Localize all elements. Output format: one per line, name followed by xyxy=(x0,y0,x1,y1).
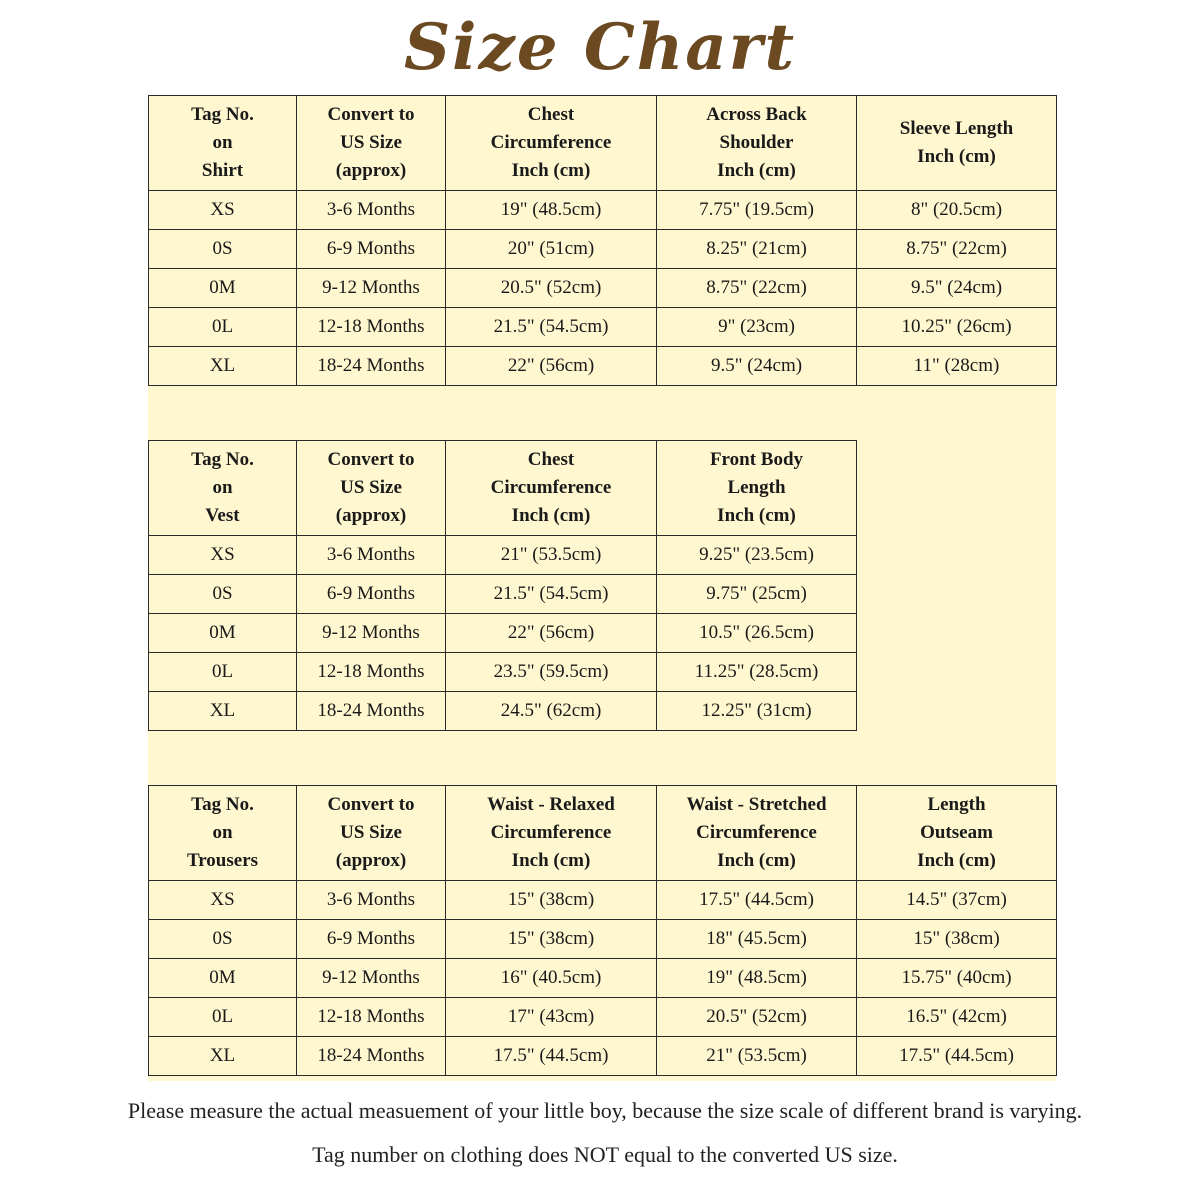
table-cell: 9.75" (25cm) xyxy=(657,575,857,614)
table-cell: 21.5" (54.5cm) xyxy=(446,575,657,614)
header-line: Circumference xyxy=(490,132,612,153)
table-cell: 22" (56cm) xyxy=(446,347,657,386)
table-cell: 10.5" (26.5cm) xyxy=(657,614,857,653)
table-cell: 21.5" (54.5cm) xyxy=(446,308,657,347)
vest-header-row xyxy=(149,441,857,536)
table-cell: 23.5" (59.5cm) xyxy=(446,653,657,692)
table-cell: 20.5" (52cm) xyxy=(446,269,657,308)
table-cell: 8" (20.5cm) xyxy=(857,191,1057,230)
table-row xyxy=(149,881,1057,920)
table-cell: 20.5" (52cm) xyxy=(657,998,857,1037)
table-cell: 9.5" (24cm) xyxy=(857,269,1057,308)
header-line: on xyxy=(212,132,233,153)
column-header xyxy=(149,96,297,191)
column-header xyxy=(857,786,1057,881)
table-row xyxy=(149,653,857,692)
table-cell: 0M xyxy=(149,959,297,998)
table-cell: 8.75" (22cm) xyxy=(657,269,857,308)
table-cell: 12-18 Months xyxy=(297,653,446,692)
measure-note: Please measure the actual measuement of your little boy, because the size scale of different brand is varying. xyxy=(127,1098,1083,1123)
table-row xyxy=(149,1037,1057,1076)
table-row xyxy=(149,230,1057,269)
table-cell: XS xyxy=(149,881,297,920)
header-line: (approx) xyxy=(335,850,407,871)
table-cell: 0M xyxy=(149,269,297,308)
header-line: Across Back xyxy=(706,104,807,125)
header-line: Outseam xyxy=(920,822,993,843)
table-cell: XS xyxy=(149,191,297,230)
table-cell: 18" (45.5cm) xyxy=(657,920,857,959)
table-row xyxy=(149,614,857,653)
table-cell: 6-9 Months xyxy=(297,575,446,614)
column-header xyxy=(297,96,446,191)
table-row xyxy=(149,308,1057,347)
table-cell: 11" (28cm) xyxy=(857,347,1057,386)
table-cell: 0L xyxy=(149,653,297,692)
header-line: US Size xyxy=(340,132,402,153)
header-line: Inch (cm) xyxy=(511,505,591,526)
table-cell: 18-24 Months xyxy=(297,692,446,731)
table-cell: 15.75" (40cm) xyxy=(857,959,1057,998)
header-line: Shoulder xyxy=(719,132,794,153)
column-header xyxy=(149,441,297,536)
header-line: Convert to xyxy=(327,449,415,470)
column-header xyxy=(446,441,657,536)
table-cell: 7.75" (19.5cm) xyxy=(657,191,857,230)
header-line: Tag No. xyxy=(191,449,254,470)
table-cell: 12-18 Months xyxy=(297,998,446,1037)
table-cell: 11.25" (28.5cm) xyxy=(657,653,857,692)
header-line: Inch (cm) xyxy=(717,850,796,871)
column-header xyxy=(297,441,446,536)
shirt-size-table xyxy=(148,95,1057,386)
header-line: Chest xyxy=(527,449,575,470)
header-line: Inch (cm) xyxy=(511,850,591,871)
header-line: Inch (cm) xyxy=(717,160,796,181)
header-line: Circumference xyxy=(490,822,612,843)
table-cell: 17" (43cm) xyxy=(446,998,657,1037)
table-cell: 10.25" (26cm) xyxy=(857,308,1057,347)
table-cell: 16.5" (42cm) xyxy=(857,998,1057,1037)
table-cell: 15" (38cm) xyxy=(857,920,1057,959)
table-cell: 0M xyxy=(149,614,297,653)
header-line: Inch (cm) xyxy=(917,146,996,167)
table-cell: 3-6 Months xyxy=(297,536,446,575)
table-cell: 19" (48.5cm) xyxy=(657,959,857,998)
table-row xyxy=(149,920,1057,959)
table-cell: XL xyxy=(149,347,297,386)
header-line: Inch (cm) xyxy=(511,160,591,181)
table-cell: 9-12 Months xyxy=(297,614,446,653)
table-row xyxy=(149,191,1057,230)
column-header xyxy=(446,96,657,191)
column-header xyxy=(857,96,1057,191)
header-line: Trousers xyxy=(186,850,259,871)
header-line: Convert to xyxy=(327,104,415,125)
header-line: Front Body xyxy=(709,449,804,470)
header-line: Circumference xyxy=(490,477,612,498)
table-cell: 21" (53.5cm) xyxy=(657,1037,857,1076)
table-cell: 20" (51cm) xyxy=(446,230,657,269)
column-header xyxy=(657,786,857,881)
column-header xyxy=(657,441,857,536)
table-row xyxy=(149,269,1057,308)
table-cell: 6-9 Months xyxy=(297,920,446,959)
table-cell: 12-18 Months xyxy=(297,308,446,347)
header-line: Chest xyxy=(527,104,575,125)
header-line: Shirt xyxy=(201,160,244,181)
column-header xyxy=(446,786,657,881)
table-cell: 3-6 Months xyxy=(297,191,446,230)
table-cell: 0S xyxy=(149,230,297,269)
vest-size-table xyxy=(148,440,857,731)
header-line: (approx) xyxy=(335,505,407,526)
table-cell: 3-6 Months xyxy=(297,881,446,920)
table-cell: 17.5" (44.5cm) xyxy=(657,881,857,920)
header-line: Waist - Stretched xyxy=(686,794,827,815)
table-cell: 21" (53.5cm) xyxy=(446,536,657,575)
header-line: Vest xyxy=(205,505,240,526)
column-header xyxy=(149,786,297,881)
header-line: Inch (cm) xyxy=(717,505,796,526)
column-header xyxy=(297,786,446,881)
table-cell: 24.5" (62cm) xyxy=(446,692,657,731)
header-line: on xyxy=(212,477,233,498)
header-line: Inch (cm) xyxy=(917,850,996,871)
header-line: Convert to xyxy=(327,794,415,815)
header-line: Tag No. xyxy=(191,104,254,125)
shirt-header-row xyxy=(149,96,1057,191)
header-line: US Size xyxy=(340,477,402,498)
header-line: Length xyxy=(927,794,986,815)
header-line: Circumference xyxy=(696,822,817,843)
table-cell: XL xyxy=(149,692,297,731)
table-row xyxy=(149,347,1057,386)
table-cell: XS xyxy=(149,536,297,575)
header-line: Tag No. xyxy=(191,794,254,815)
header-line: Sleeve Length xyxy=(899,118,1014,139)
tag-note: Tag number on clothing does NOT equal to the converted US size. xyxy=(312,1142,898,1167)
header-line: US Size xyxy=(340,822,402,843)
header-line: Length xyxy=(727,477,786,498)
trousers-size-table xyxy=(148,785,1057,1076)
table-cell: 19" (48.5cm) xyxy=(446,191,657,230)
table-cell: 9" (23cm) xyxy=(657,308,857,347)
table-cell: 0S xyxy=(149,920,297,959)
table-cell: 8.25" (21cm) xyxy=(657,230,857,269)
table-cell: XL xyxy=(149,1037,297,1076)
trousers-header-row xyxy=(149,786,1057,881)
table-row xyxy=(149,692,857,731)
table-cell: 15" (38cm) xyxy=(446,881,657,920)
table-row xyxy=(149,575,857,614)
table-row xyxy=(149,959,1057,998)
table-row xyxy=(149,998,1057,1037)
header-line: Waist - Relaxed xyxy=(487,794,615,815)
page-title: Size Chart xyxy=(403,10,797,85)
table-cell: 9-12 Months xyxy=(297,269,446,308)
table-cell: 9.25" (23.5cm) xyxy=(657,536,857,575)
table-cell: 9.5" (24cm) xyxy=(657,347,857,386)
header-line: on xyxy=(212,822,233,843)
table-row xyxy=(149,536,857,575)
table-cell: 16" (40.5cm) xyxy=(446,959,657,998)
table-cell: 17.5" (44.5cm) xyxy=(857,1037,1057,1076)
table-cell: 9-12 Months xyxy=(297,959,446,998)
table-cell: 14.5" (37cm) xyxy=(857,881,1057,920)
table-cell: 8.75" (22cm) xyxy=(857,230,1057,269)
table-cell: 0L xyxy=(149,998,297,1037)
table-cell: 0L xyxy=(149,308,297,347)
table-cell: 18-24 Months xyxy=(297,1037,446,1076)
table-cell: 17.5" (44.5cm) xyxy=(446,1037,657,1076)
column-header xyxy=(657,96,857,191)
header-line: (approx) xyxy=(335,160,407,181)
table-cell: 18-24 Months xyxy=(297,347,446,386)
table-cell: 15" (38cm) xyxy=(446,920,657,959)
table-cell: 12.25" (31cm) xyxy=(657,692,857,731)
table-cell: 22" (56cm) xyxy=(446,614,657,653)
table-cell: 0S xyxy=(149,575,297,614)
table-cell: 6-9 Months xyxy=(297,230,446,269)
